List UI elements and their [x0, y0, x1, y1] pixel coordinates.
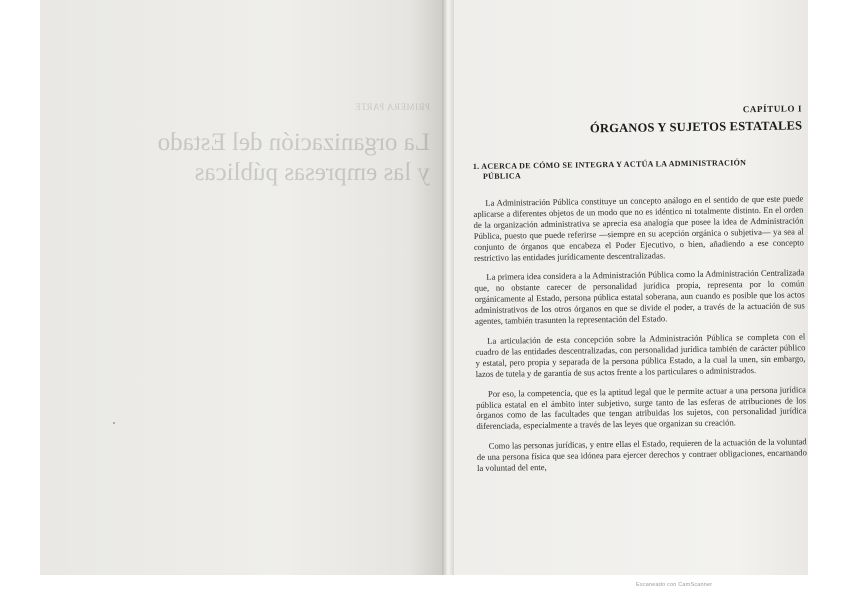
book-gutter — [442, 0, 454, 575]
left-running-head: PRIMERA PARTE — [354, 102, 430, 112]
paragraph-5: Como las personas jurídicas, y entre ellas el Estado, requieren de la actuación de la voluntad de una persona física que sea idónea para ejercer derechos y contraer obligaciones, encarnando la voluntad del ente, — [476, 436, 807, 473]
paragraph-1: La Administración Pública constituye un concepto análogo en el sentido de que este puede aplicarse a diferentes objetos de un modo que no es idéntico ni totalmente distinto. En el orden de la organización administrativa se aprecia esa analogía que posee la idea de Administración Pública, puesto que puede referirse —siempre en su acepción orgánica o subjetiva— ya sea al conjunto de órganos que encabeza el Poder Ejecutivo, o bien, añadiendo a ese concepto restrictivo las entidades jurídicamente descentralizadas. — [473, 193, 804, 263]
right-page — [454, 0, 808, 575]
section-heading — [473, 157, 803, 182]
left-title-line-1: La organización del Estado — [157, 129, 430, 156]
scanner-watermark: Escaneado con CamScanner — [636, 582, 713, 588]
chapter-label: CAPÍTULO I — [742, 103, 803, 115]
right-page-text-block — [472, 103, 807, 474]
left-page — [40, 0, 442, 575]
section-heading-line-1: 1. ACERCA DE CÓMO SE INTEGRA Y ACTÚA LA ADMINISTRACIÓN — [472, 158, 747, 171]
paragraph-3: La articulación de esta concepción sobre la Administración Pública se completa con el cuadro de las entidades descentralizadas, con personalidad jurídica también de carácter público y estatal, pero propia y separada de la persona pública Estado, a la cual la unen, sin embargo, lazos de tutela y de garantía de sus actos frente a los particulares o administrados. — [475, 331, 806, 379]
paragraph-4: Por eso, la competencia, que es la aptitud legal que le permite actuar a una persona jurídica pública estatal en el ámbito inter subjetivo, surge tanto de las esferas de atribuciones de los órganos como de las facultades que tengan atribuidas los sujetos, con personalidad jurídica diferenciada, especialmente a través de las leyes que organizan su creación. — [476, 383, 807, 432]
chapter-title: ÓRGANOS Y SUJETOS ESTATALES — [589, 118, 803, 136]
section-heading-line-2: PÚBLICA — [482, 171, 522, 181]
left-title-line-2: y las empresas públicas — [194, 159, 430, 186]
book-scan — [40, 0, 808, 575]
paragraph-2: La primera idea considera a la Administración Pública como la Administración Centralizada que, no obstante carecer de personalidad jurídica propia, representa por lo común orgánicamente al Estado, persona pública estatal soberana, aun cuando es posible que los actos administrativos de los otros órganos en que se divide el poder, a través de la actuación de sus agentes, también trasunten la representación del Estado. — [474, 267, 805, 327]
left-page-bleedthrough — [110, 92, 430, 188]
dust-speck — [113, 422, 115, 424]
